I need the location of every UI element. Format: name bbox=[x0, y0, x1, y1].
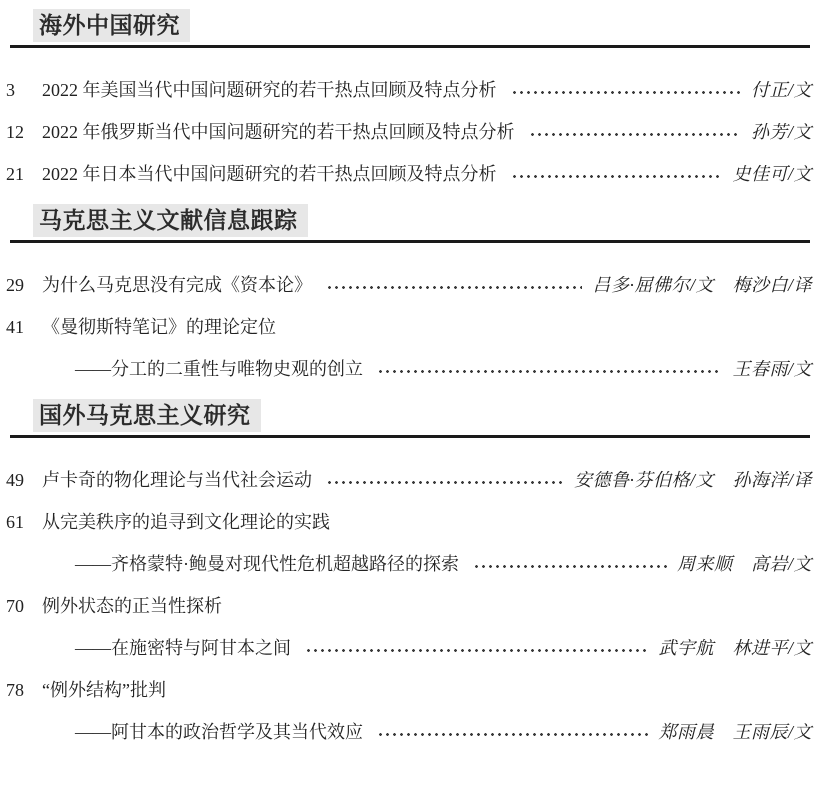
entry-authors: 孙芳/文 bbox=[750, 122, 812, 142]
entry-page-number: 49 bbox=[6, 470, 24, 490]
section-foreign-marxism-studies bbox=[6, 399, 812, 745]
dot-leader bbox=[326, 281, 582, 293]
entry-title: 从完美秩序的追寻到文化理论的实践 bbox=[42, 512, 330, 532]
section-header bbox=[10, 399, 810, 438]
toc-entry-subtitle-row bbox=[6, 636, 812, 661]
entry-title: 例外状态的正当性探析 bbox=[42, 596, 222, 616]
toc-entry bbox=[6, 120, 812, 145]
entry-subtitle: ——分工的二重性与唯物史观的创立 bbox=[75, 359, 363, 379]
entry-page-number: 78 bbox=[6, 680, 24, 700]
toc-entry bbox=[6, 315, 812, 340]
entry-page-number: 21 bbox=[6, 164, 24, 184]
entry-authors: 郑雨晨 王雨辰/文 bbox=[658, 722, 812, 742]
toc-entry bbox=[6, 78, 812, 103]
section-overseas-china-studies bbox=[6, 9, 812, 187]
entry-authors: 王春雨/文 bbox=[732, 359, 812, 379]
toc-entry-subtitle-row bbox=[6, 552, 812, 577]
section-title: 马克思主义文献信息跟踪 bbox=[33, 204, 308, 237]
entry-page-number: 70 bbox=[6, 596, 24, 616]
section-title: 国外马克思主义研究 bbox=[33, 399, 261, 432]
dot-leader bbox=[511, 170, 723, 182]
toc-entry bbox=[6, 273, 812, 298]
toc-entry bbox=[6, 162, 812, 187]
section-title: 海外中国研究 bbox=[33, 9, 190, 42]
entry-title: 2022 年日本当代中国问题研究的若干热点回顾及特点分析 bbox=[42, 164, 497, 184]
dot-leader bbox=[511, 86, 741, 98]
toc-entry-subtitle-row bbox=[6, 357, 812, 382]
dot-leader bbox=[305, 644, 648, 656]
section-marxist-literature-tracking bbox=[6, 204, 812, 382]
entry-title: 《曼彻斯特笔记》的理论定位 bbox=[42, 317, 276, 337]
toc-entry bbox=[6, 510, 812, 535]
section-header bbox=[10, 9, 810, 48]
entry-title: 2022 年俄罗斯当代中国问题研究的若干热点回顾及特点分析 bbox=[42, 122, 515, 142]
dot-leader bbox=[377, 728, 648, 740]
entry-authors: 安德鲁·芬伯格/文 孙海洋/译 bbox=[573, 470, 812, 490]
entry-page-number: 41 bbox=[6, 317, 24, 337]
section-entries bbox=[6, 438, 812, 745]
entry-title: “例外结构”批判 bbox=[42, 680, 166, 700]
dot-leader bbox=[326, 476, 564, 488]
toc-entry bbox=[6, 594, 812, 619]
section-header bbox=[10, 204, 810, 243]
entry-authors: 吕多·屈佛尔/文 梅沙白/译 bbox=[592, 275, 812, 295]
entry-subtitle: ——齐格蒙特·鲍曼对现代性危机超越路径的探索 bbox=[75, 554, 459, 574]
section-entries bbox=[6, 48, 812, 187]
entry-subtitle: ——阿甘本的政治哲学及其当代效应 bbox=[75, 722, 363, 742]
entry-title: 2022 年美国当代中国问题研究的若干热点回顾及特点分析 bbox=[42, 80, 497, 100]
section-entries bbox=[6, 243, 812, 382]
dot-leader bbox=[473, 560, 667, 572]
entry-authors: 周来顺 高岩/文 bbox=[676, 554, 812, 574]
entry-page-number: 3 bbox=[6, 80, 15, 100]
dot-leader bbox=[377, 365, 722, 377]
toc-entry bbox=[6, 678, 812, 703]
entry-title: 为什么马克思没有完成《资本论》 bbox=[42, 275, 312, 295]
toc-entry bbox=[6, 468, 812, 493]
entry-title: 卢卡奇的物化理论与当代社会运动 bbox=[42, 470, 312, 490]
entry-page-number: 61 bbox=[6, 512, 24, 532]
entry-page-number: 29 bbox=[6, 275, 24, 295]
toc-entry-subtitle-row bbox=[6, 720, 812, 745]
entry-page-number: 12 bbox=[6, 122, 24, 142]
entry-subtitle: ——在施密特与阿甘本之间 bbox=[75, 638, 291, 658]
dot-leader bbox=[529, 128, 741, 140]
entry-authors: 武宇航 林进平/文 bbox=[658, 638, 812, 658]
entry-authors: 付正/文 bbox=[750, 80, 812, 100]
entry-authors: 史佳可/文 bbox=[732, 164, 812, 184]
